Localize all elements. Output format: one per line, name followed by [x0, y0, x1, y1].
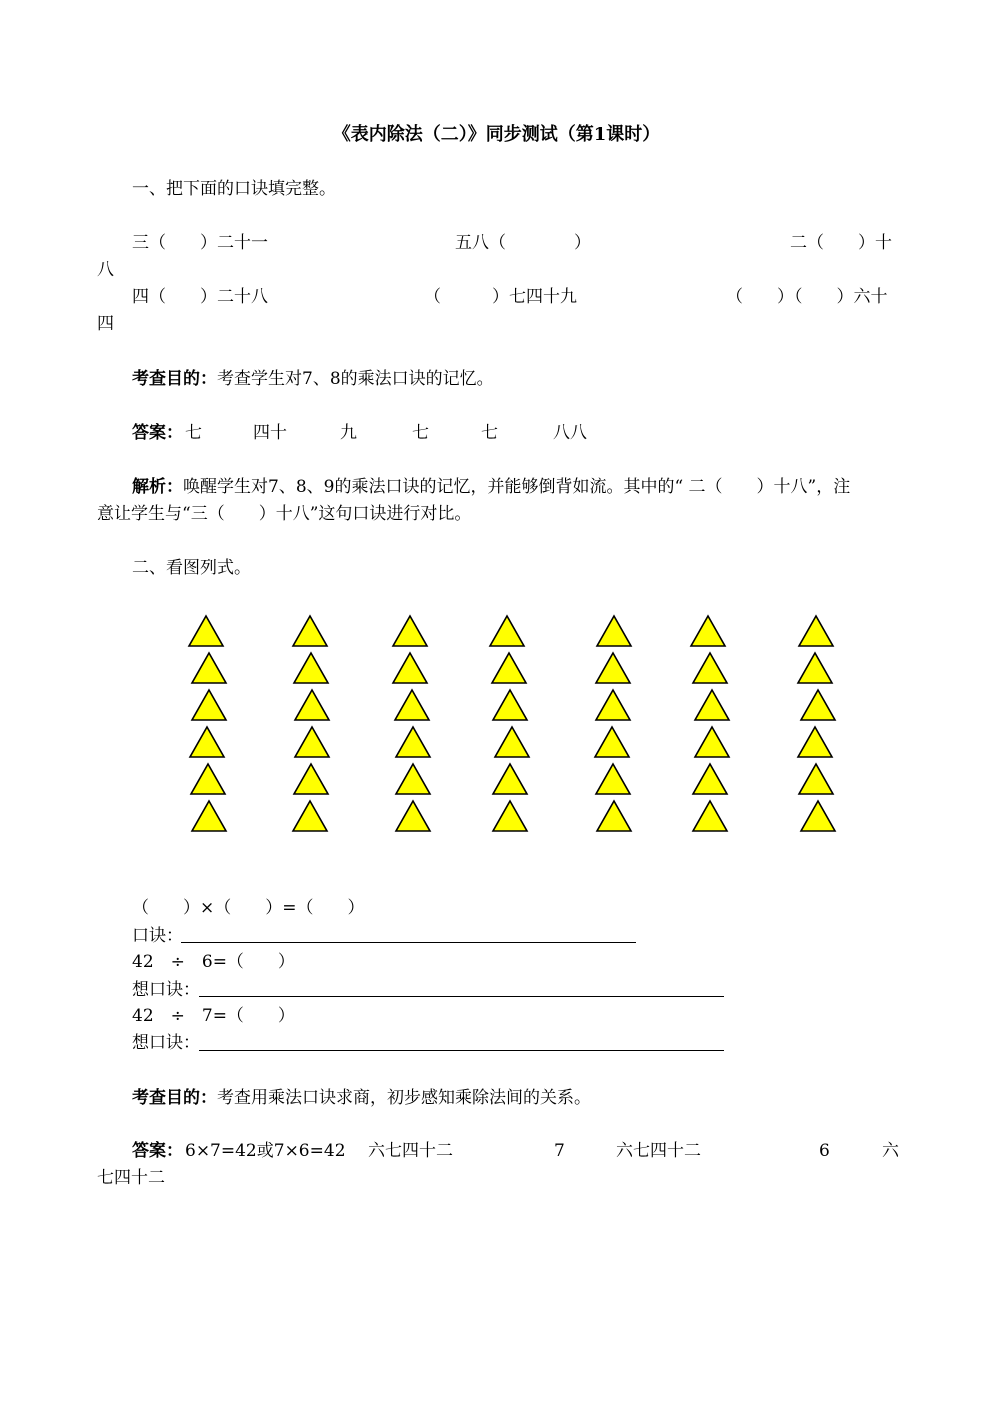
q2-answer-label: 答案：	[132, 1141, 183, 1161]
page-title: 《表内除法（二）》同步测试（第1课时）	[332, 124, 661, 145]
triangle	[396, 764, 430, 794]
q1-row1-item2: 五八（ ）	[455, 233, 591, 253]
triangle	[393, 653, 427, 683]
triangle	[597, 801, 631, 831]
triangle	[293, 801, 327, 831]
q1-answer-1: 七	[185, 423, 202, 443]
q1-row1-wrap: 八	[97, 260, 114, 280]
q2-aim-text: 考查用乘法口诀求商，初步感知乘除法间的关系。	[217, 1088, 591, 1108]
q1-row2-item1: 四（ ）二十八	[132, 287, 268, 307]
triangle	[396, 801, 430, 831]
triangle	[695, 690, 729, 720]
triangle	[595, 727, 629, 757]
triangle	[597, 616, 631, 646]
triangle	[693, 801, 727, 831]
triangle	[695, 727, 729, 757]
triangle	[693, 653, 727, 683]
triangle	[490, 616, 524, 646]
triangle	[192, 653, 226, 683]
triangle	[495, 727, 529, 757]
triangle	[393, 616, 427, 646]
triangle	[293, 616, 327, 646]
q1-row2-wrap: 四	[97, 314, 114, 334]
q1-answer-2: 四十	[253, 423, 287, 443]
q1-row1-item1: 三（ ）二十一	[132, 233, 268, 253]
q1-aim-label: 考查目的：	[132, 369, 217, 389]
triangle	[294, 764, 328, 794]
q1-analysis-text1: 唤醒学生对7、8、9的乘法口诀的记忆，并能够倒背如流。其中的“ 二（ ）十八”，注	[183, 477, 851, 497]
q2-answer-wrap: 七四十二	[97, 1168, 165, 1188]
triangle	[493, 801, 527, 831]
triangle	[192, 801, 226, 831]
q2-think1-label: 想口诀：	[132, 980, 200, 1000]
triangle	[596, 690, 630, 720]
q2-answer-1: 6×7=42或7×6=42	[185, 1141, 346, 1161]
triangle	[295, 727, 329, 757]
triangle	[798, 653, 832, 683]
q1-answer-5: 七	[481, 423, 498, 443]
q1-row2-item2: （ ）七四十九	[424, 287, 577, 307]
q2-answer-6: 六	[882, 1141, 899, 1161]
q1-row1-item3: 二（ ）十	[790, 233, 892, 253]
q2-think1-blank[interactable]	[199, 996, 724, 997]
q2-aim	[132, 1087, 591, 1109]
q2-answer-4: 六七四十二	[616, 1141, 701, 1161]
triangle	[189, 616, 223, 646]
triangle	[191, 764, 225, 794]
triangle	[493, 690, 527, 720]
q2-heading: 二、看图列式。	[132, 558, 251, 578]
q1-row2-item3: （ ）（ ）六十	[726, 287, 888, 307]
triangle	[493, 764, 527, 794]
triangle	[395, 690, 429, 720]
triangle	[294, 653, 328, 683]
q2-answer-3: 7	[554, 1141, 565, 1161]
q2-aim-label: 考查目的：	[132, 1088, 217, 1108]
triangle	[801, 690, 835, 720]
q1-heading: 一、把下面的口诀填完整。	[132, 179, 336, 199]
q1-answer-label: 答案：	[132, 423, 183, 443]
q1-answer-6: 八八	[553, 423, 587, 443]
triangle	[693, 764, 727, 794]
q2-mnemonic-label: 口诀：	[132, 926, 183, 946]
triangle	[596, 764, 630, 794]
q1-answer-3: 九	[340, 423, 357, 443]
triangle	[492, 653, 526, 683]
q2-mnemonic-blank[interactable]	[181, 942, 636, 943]
q1-analysis-line2: 意让学生与“三（ ）十八”这句口诀进行对比。	[97, 504, 472, 524]
q2-think2-blank[interactable]	[199, 1050, 724, 1051]
q2-answer-5: 6	[819, 1141, 830, 1161]
triangle	[596, 653, 630, 683]
q1-analysis-label: 解析：	[132, 477, 183, 497]
q2-division-2: 42 ÷ 7=（ ）	[132, 1006, 295, 1026]
triangle	[799, 764, 833, 794]
triangle	[799, 616, 833, 646]
triangle	[801, 801, 835, 831]
triangle	[691, 616, 725, 646]
q2-formula: （ ）×（ ）=（ ）	[132, 898, 365, 918]
triangle	[295, 690, 329, 720]
q1-answer-4: 七	[412, 423, 429, 443]
triangle	[190, 727, 224, 757]
q1-aim-text: 考查学生对7、8的乘法口诀的记忆。	[217, 369, 494, 389]
triangle	[798, 727, 832, 757]
triangle	[396, 727, 430, 757]
triangle	[192, 690, 226, 720]
q2-answer-2: 六七四十二	[368, 1141, 453, 1161]
q2-division-1: 42 ÷ 6=（ ）	[132, 952, 295, 972]
q2-think2-label: 想口诀：	[132, 1033, 200, 1053]
